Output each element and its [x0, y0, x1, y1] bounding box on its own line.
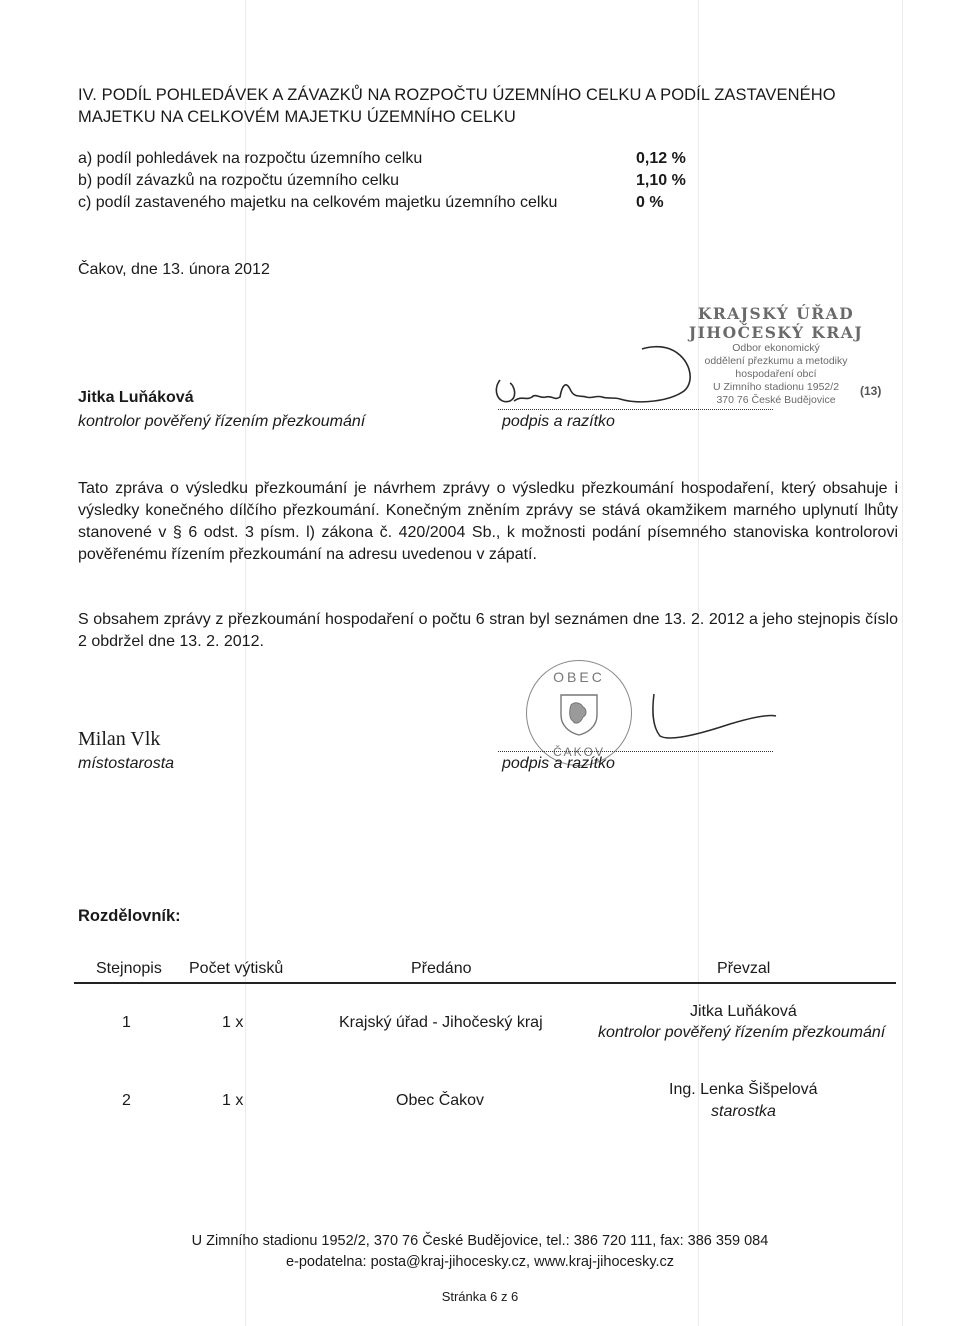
distribution-title: Rozdělovník:: [78, 907, 181, 925]
mayor-name: Milan Vlk: [78, 728, 161, 750]
row-received-role: starostka: [711, 1103, 776, 1120]
share-label-liabilities: b) podíl závazků na rozpočtu územního celku: [78, 172, 400, 189]
footer-address: U Zimního stadionu 1952/2, 370 76 České Budějovice, tel.: 386 720 111, fax: 386 359 084: [191, 1233, 769, 1249]
regional-office-stamp: [676, 304, 876, 407]
mayor-signature: [640, 690, 790, 750]
row-received-role: kontrolor pověřený řízením přezkoumání: [598, 1024, 886, 1041]
column-header-count: Počet výtisků: [189, 960, 284, 977]
stamp-line: 370 76 České Budějovice: [716, 394, 836, 406]
row-received-name: Ing. Lenka Šišpelová: [669, 1081, 818, 1098]
row-count: 1 x: [222, 1092, 244, 1109]
auditor-role: kontrolor pověřený řízením přezkoumání: [78, 413, 366, 430]
signature-line: [498, 409, 773, 410]
stamp-line: KRAJSKÝ ÚŘAD: [697, 304, 855, 323]
table-divider: [74, 982, 896, 984]
stamp-line: Odbor ekonomický: [732, 342, 820, 354]
auditor-signature: [470, 335, 710, 415]
section-heading: IV. PODÍL POHLEDÁVEK A ZÁVAZKŮ NA ROZPOČTU ÚZEMNÍHO CELKU A PODÍL ZASTAVENÉHO MAJETKU NA CELKOVÉM MAJETKU ÚZEMNÍHO CELKU: [78, 86, 836, 126]
share-label-pledged: c) podíl zastaveného majetku na celkovém majetku územního celku: [78, 194, 558, 211]
column-header-handed-to: Předáno: [411, 960, 472, 977]
footer-contact: e-podatelna: posta@kraj-jihocesky.cz, www.kraj-jihocesky.cz: [285, 1254, 675, 1270]
mayor-role: místostarosta: [78, 755, 175, 772]
share-value-liabilities: 1,10 %: [636, 172, 686, 189]
place-date: Čakov, dne 13. února 2012: [78, 261, 270, 278]
share-label-receivables: a) podíl pohledávek na rozpočtu územního celku: [78, 150, 423, 167]
page-number: Stránka 6 z 6: [441, 1289, 519, 1304]
stamp-line: oddělení přezkumu a metodiky: [704, 355, 848, 367]
signature-caption: podpis a razítko: [502, 755, 615, 772]
row-count: 1 x: [222, 1014, 244, 1031]
stamp-number: (13): [860, 384, 882, 398]
seal-bottom-text: ČAKOV: [552, 745, 605, 759]
row-handed-to: Obec Čakov: [396, 1092, 485, 1109]
coat-of-arms-icon: [557, 691, 601, 737]
row-copy-number: 2: [122, 1092, 131, 1109]
signature-line: [498, 751, 773, 752]
seal-top-text: OBEC: [553, 669, 605, 685]
share-value-pledged: 0 %: [636, 194, 664, 211]
signature-caption: podpis a razítko: [502, 413, 615, 430]
row-handed-to: Krajský úřad - Jihočeský kraj: [339, 1014, 543, 1031]
column-header-copy: Stejnopis: [96, 960, 162, 977]
acknowledgement-paragraph: S obsahem zprávy z přezkoumání hospodaření o počtu 6 stran byl seznámen dne 13. 2. 2012 a jeho stejnopis číslo 2 obdržel dne 13. 2. 2012.: [78, 611, 898, 650]
share-value-receivables: 0,12 %: [636, 150, 686, 167]
auditor-name: Jitka Luňáková: [78, 389, 194, 406]
scan-artifact: [698, 0, 699, 1326]
stamp-line: hospodaření obcí: [735, 368, 817, 380]
scan-artifact: [902, 0, 903, 1326]
stamp-line: U Zimního stadionu 1952/2: [712, 381, 840, 393]
row-received-name: Jitka Luňáková: [690, 1003, 797, 1020]
column-header-received-by: Převzal: [717, 960, 771, 977]
report-note-paragraph: Tato zpráva o výsledku přezkoumání je návrhem zprávy o výsledku přezkoumání hospodaření, který obsahuje i výsledky konečného dílčího přezkoumání. Konečným zněním zprávy se stává okamžikem marného uplynutí lhůty stanovené v § 6 odst. 3 písm. l) zákona č. 420/2004 Sb., k možnosti podání písemného stanoviska kontrolorovi pověřenému řízením přezkoumání na adresu uvedenou v zápatí.: [78, 480, 898, 563]
row-copy-number: 1: [122, 1014, 131, 1031]
stamp-line: JIHOČESKÝ KRAJ: [688, 323, 864, 342]
